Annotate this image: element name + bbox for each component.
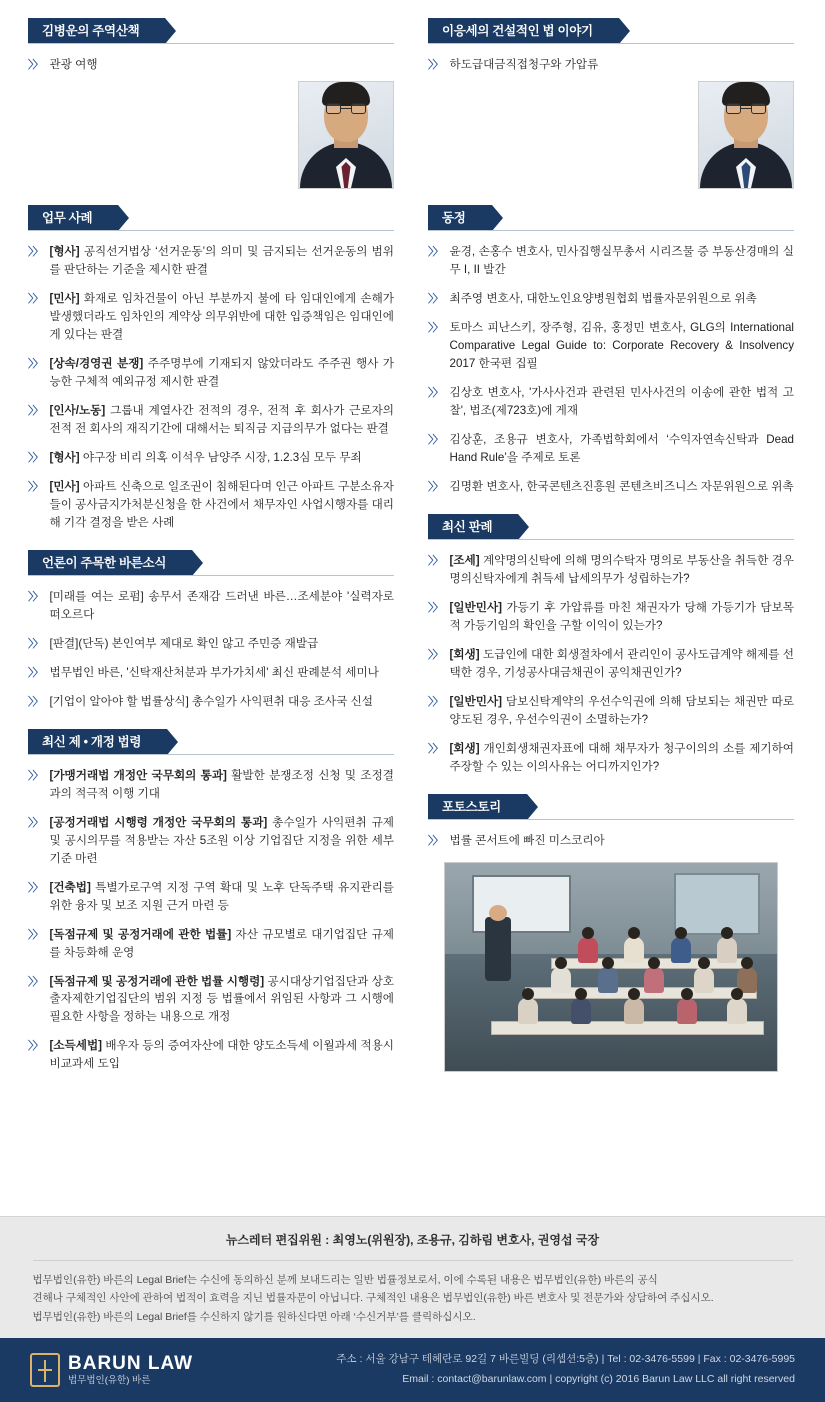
item-tag: [독점규제 및 공정거래에 관한 법률] <box>49 927 232 941</box>
footer-divider <box>33 1260 793 1261</box>
item-text <box>50 449 395 467</box>
chevron-icon: 〉〉 <box>28 769 43 782</box>
list-item <box>28 243 394 279</box>
chevron-icon: 〉〉 <box>28 881 43 894</box>
item-tag: [건축법] <box>49 880 91 894</box>
list-item <box>428 832 794 850</box>
list-laws <box>28 767 394 1074</box>
item-text: 법무법인 바른, '신탁재산처분과 부가가치세' 최신 판례분석 세미나 <box>49 665 379 679</box>
header-rule <box>428 539 794 540</box>
item-text <box>450 646 795 682</box>
item-tag: [회생] <box>449 647 480 661</box>
item-tag: [인사/노동] <box>49 403 106 417</box>
section-activities <box>428 205 794 496</box>
right-column <box>428 18 794 1084</box>
chevron-icon: 〉〉 <box>28 816 43 829</box>
item-text: 관광 여행 <box>49 58 98 71</box>
legal-line-3: 법무법인(유한) 바른의 Legal Brief를 수신하지 않기를 원하신다면 아래 ‘수신거부’를 클릭하십시오. <box>32 1310 476 1323</box>
list-item <box>428 552 794 588</box>
chevron-icon: 〉〉 <box>28 666 43 679</box>
item-body: 화재로 임차건물이 아닌 부분까지 불에 타 임대인에게 손해가 발생했더라도 임차인의 계약상 의무위반에 대한 입증책임은 임대인에게 있다는 판결 <box>49 291 394 341</box>
section-header <box>28 18 394 44</box>
section-work-cases <box>28 205 394 532</box>
photo-story-lecture-hall <box>444 862 778 1072</box>
section-header <box>28 205 394 231</box>
chevron-icon: 〉〉 <box>428 322 443 335</box>
list-item <box>28 449 394 467</box>
section-title: 포토스토리 <box>428 794 527 820</box>
list-item <box>28 1037 394 1073</box>
list-item <box>428 243 794 279</box>
left-column <box>28 18 394 1084</box>
item-text: [기업이 알아야 할 법률상식] 총수일가 사익편취 대응 조사국 신설 <box>49 694 373 708</box>
item-text: 법률 콘서트에 빠진 미스코리아 <box>449 833 605 847</box>
list-press <box>28 588 394 711</box>
logo-title: BARUN LAW <box>68 1352 194 1374</box>
list-item <box>428 693 794 729</box>
item-text <box>50 290 395 344</box>
item-tag: [형사] <box>49 245 80 259</box>
section-header <box>428 18 794 44</box>
header-rule <box>428 819 794 820</box>
barun-emblem-icon <box>30 1353 60 1387</box>
chevron-icon: 〉〉 <box>428 433 443 446</box>
list-item <box>428 319 794 373</box>
footer <box>0 1216 825 1402</box>
list-item <box>28 635 394 653</box>
chevron-icon: 〉〉 <box>28 590 43 603</box>
item-text <box>50 402 395 438</box>
item-body: 담보신탁계약의 우선수익권에 의해 담보되는 채권만 따로 양도된 경우, 우선수익권이 소멸하는가? <box>449 694 794 726</box>
list-item <box>428 646 794 682</box>
list-item <box>28 664 394 682</box>
item-tag: [공정거래법 시행령 개정안 국무회의 통과] <box>49 815 268 829</box>
item-tag: [독점규제 및 공정거래에 관한 법률 시행령] <box>49 974 265 988</box>
section-juyeok-walk <box>28 18 394 189</box>
footer-legal <box>33 1271 793 1326</box>
header-rule <box>428 230 794 231</box>
list-item <box>428 290 794 308</box>
item-body: 아파트 신축으로 일조권이 침해된다며 인근 아파트 구분소유자들이 공사금지가처분신청을 한 사건에서 채무자인 사업시행자를 대리해 기각 결정을 받은 사례 <box>49 479 394 529</box>
item-body: 가등기 후 가압류를 마친 채권자가 당해 가등기가 담보목적 가등기임의 확인을 구할 이익이 있는가? <box>449 600 794 632</box>
chevron-icon: 〉〉 <box>428 386 443 399</box>
item-text <box>50 926 395 962</box>
list-item <box>428 478 794 496</box>
item-text: 하도급대금직접청구와 가압류 <box>449 58 599 71</box>
barun-law-logo[interactable] <box>30 1353 193 1387</box>
footer-bottom-bar <box>0 1338 825 1402</box>
section-title: 김병운의 주역산책 <box>28 18 165 44</box>
item-body: 활발한 분쟁조정 신청 및 조정결과의 적극적 이행 기대 <box>49 768 394 800</box>
item-text: 김상훈, 조용규 변호사, 가족법학회에서 ‘수익자연속신탁과 Dead Hand Rule’을 주제로 토론 <box>449 432 794 464</box>
list-item <box>28 355 394 391</box>
item-text: 최주영 변호사, 대한노인요양병원협회 법률자문위원으로 위촉 <box>449 291 757 305</box>
chevron-icon: 〉〉 <box>28 357 43 370</box>
chevron-icon: 〉〉 <box>428 834 443 847</box>
item-tag: [형사] <box>49 450 80 464</box>
portrait-lee-eungse <box>698 81 794 189</box>
header-rule <box>28 230 394 231</box>
list-item <box>28 814 394 868</box>
item-body: 특별가로구역 지정 구역 확대 및 노후 단독주택 유지관리를 위한 융자 및 보조 지원 근거 마련 등 <box>49 880 394 912</box>
footer-contact <box>336 1350 795 1390</box>
chevron-icon: 〉〉 <box>428 742 443 755</box>
section-title: 이응세의 건설적인 법 이야기 <box>428 18 619 44</box>
chevron-icon: 〉〉 <box>28 404 43 417</box>
list-item <box>28 767 394 803</box>
item-text <box>450 552 795 588</box>
list-item <box>28 973 394 1027</box>
item-text <box>450 740 795 776</box>
section-header <box>428 794 794 820</box>
section-recent-precedents <box>428 514 794 776</box>
item-body: 총수일가 사익편취 규제 및 공시의무를 적용받는 자산 5조원 이상 기업집단 지정을 위한 세부 기준 마련 <box>49 815 394 865</box>
item-body: 배우자 등의 증여자산에 대한 양도소득세 이월과세 적용시 비교과세 도입 <box>49 1039 394 1071</box>
item-text: [미래를 여는 로펌] 송무서 존재감 드러낸 바른…조세분야 '실력자로 떠오르다 <box>49 589 394 621</box>
chevron-icon: 〉〉 <box>428 695 443 708</box>
item-text <box>450 599 795 635</box>
item-text: 토마스 피난스키, 장주형, 김유, 홍정민 변호사, GLG의 International Comparative Legal Guide to: Corporate Recovery & Insolvency 2017 한국편 집필 <box>449 321 794 370</box>
chevron-icon: 〉〉 <box>28 695 43 708</box>
item-body: 공시대상기업집단과 상호출자제한기업집단의 범위 지정 등 법률에서 위임된 사항과 그 시행에 필요한 사항을 정하는 내용으로 개정 <box>49 974 394 1024</box>
chevron-icon: 〉〉 <box>28 246 43 259</box>
footer-address: 주소 : 서울 강남구 테헤란로 92길 7 바른빌딩 (리셉션:5층) | Tel : 02-3476-5599 | Fax : 02-3476-5995 <box>336 1353 795 1366</box>
chevron-icon: 〉〉 <box>28 928 43 941</box>
list-item <box>428 56 794 74</box>
portrait-kim-byungwoon <box>298 81 394 189</box>
chevron-icon: 〉〉 <box>28 59 43 71</box>
item-body: 그룹내 계열사간 전적의 경우, 전적 후 회사가 근로자의 전적 전 회사의 재직기간에 대해서는 퇴직금 지급의무가 없다는 판결 <box>49 403 394 435</box>
header-rule <box>28 43 394 44</box>
section-press <box>28 550 394 711</box>
item-body: 계약명의신탁에 의해 명의수탁자 명의로 부동산을 취득한 경우 명의신탁자에게 취득세 납세의무가 성립하는가? <box>449 553 794 585</box>
chevron-icon: 〉〉 <box>428 59 443 71</box>
list-item <box>28 926 394 962</box>
legal-line-2: 견해나 구체적인 사안에 관하여 법적이 효력을 지닌 법률자문이 아닙니다. 구체적인 내용은 법무법인(유한) 바른 변호사 및 전문가와 상담하여 주십시오. <box>32 1292 714 1305</box>
list-item <box>428 384 794 420</box>
legal-line-1: 법무법인(유한) 바른의 Legal Brief는 수신에 동의하신 분께 보내드리는 일반 법률정보로서, 이에 수록된 내용은 법무법인(유한) 바른의 공식 <box>32 1274 658 1286</box>
item-text <box>50 1037 395 1073</box>
list-item <box>428 431 794 467</box>
list-construction-law <box>428 56 794 74</box>
item-body: 야구장 비리 의혹 이석우 남양주 시장, 1.2.3심 모두 무죄 <box>82 450 362 464</box>
item-body: 개인회생채권자표에 대해 채무자가 청구이의의 소를 제기하여 주장할 수 있는 이의사유는 어디까지인가? <box>449 741 794 773</box>
section-title: 최신 판례 <box>428 514 518 540</box>
item-tag: [가맹거래법 개정안 국무회의 통과] <box>49 768 227 782</box>
chevron-icon: 〉〉 <box>428 648 443 661</box>
item-text <box>50 478 395 532</box>
list-work-cases <box>28 243 394 532</box>
section-header <box>28 550 394 576</box>
section-title: 최신 제 • 개정 법령 <box>28 729 167 755</box>
section-title: 업무 사례 <box>28 205 118 231</box>
item-text <box>50 879 395 915</box>
list-item <box>28 478 394 532</box>
header-rule <box>428 43 794 44</box>
item-text <box>450 693 795 729</box>
item-text: 윤경, 손홍수 변호사, 민사집행실무총서 시리즈물 증 부동산경매의 실무 I, II 발간 <box>449 245 794 277</box>
chevron-icon: 〉〉 <box>428 554 443 567</box>
chevron-icon: 〉〉 <box>428 601 443 614</box>
list-item <box>28 402 394 438</box>
chevron-icon: 〉〉 <box>28 637 43 650</box>
list-item <box>428 740 794 776</box>
item-text <box>50 973 395 1027</box>
footer-editors: 뉴스레터 편집위원 : 최영노(위원장), 조용규, 김하림 변호사, 권영섭 국장 <box>225 1233 600 1247</box>
list-item <box>28 56 394 74</box>
portrait-row <box>28 81 394 189</box>
list-precedents <box>428 552 794 776</box>
item-body: 주주명부에 기재되지 않았더라도 주주권 행사 가능한 구체적 예외규정 제시한 판결 <box>49 356 394 388</box>
section-laws <box>28 729 394 1074</box>
list-juyeok <box>28 56 394 74</box>
item-text: 김명환 변호사, 한국콘텐츠진흥원 콘텐츠비즈니스 자문위원으로 위촉 <box>449 479 794 493</box>
list-activities <box>428 243 794 496</box>
item-body: 공직선거법상 ‘선거운동’의 의미 및 금지되는 선거운동의 범위를 판단하는 기준을 제시한 판결 <box>49 245 394 277</box>
item-tag: [상속/경영권 분쟁] <box>49 356 144 370</box>
list-photo-story <box>428 832 794 850</box>
item-tag: [민사] <box>49 479 80 493</box>
section-header <box>28 729 394 755</box>
item-tag: [소득세법] <box>49 1039 103 1053</box>
item-body: 도급인에 대한 회생절차에서 관리인이 공사도급계약 해제를 선택한 경우, 기성공사대금채권이 공익채권인가? <box>449 647 794 679</box>
chevron-icon: 〉〉 <box>28 451 43 464</box>
list-item <box>28 588 394 624</box>
item-tag: [일반민사] <box>449 600 503 614</box>
item-tag: [민사] <box>49 291 80 305</box>
logo-subtitle: 법무법인(유한) 바른 <box>68 1375 151 1387</box>
item-text <box>50 814 395 868</box>
chevron-icon: 〉〉 <box>28 480 43 493</box>
list-item <box>428 599 794 635</box>
chevron-icon: 〉〉 <box>428 292 443 305</box>
item-tag: [조세] <box>449 553 480 567</box>
section-header <box>428 514 794 540</box>
list-item <box>28 290 394 344</box>
item-tag: [일반민사] <box>449 694 503 708</box>
portrait-row <box>428 81 794 189</box>
chevron-icon: 〉〉 <box>28 292 43 305</box>
item-text <box>50 767 395 803</box>
item-body: 자산 규모별로 대기업집단 규제를 차등화해 운영 <box>49 927 394 959</box>
list-item <box>28 879 394 915</box>
chevron-icon: 〉〉 <box>428 480 443 493</box>
chevron-icon: 〉〉 <box>28 975 43 988</box>
section-header <box>428 205 794 231</box>
header-rule <box>28 575 394 576</box>
chevron-icon: 〉〉 <box>28 1040 43 1053</box>
section-construction-law-story <box>428 18 794 189</box>
item-text <box>50 355 395 391</box>
section-title: 동정 <box>428 205 492 231</box>
list-item <box>28 693 394 711</box>
chevron-icon: 〉〉 <box>428 246 443 259</box>
item-text <box>50 243 395 279</box>
item-text: [판결](단독) 본인여부 제대로 확인 않고 주민증 재발급 <box>49 636 319 650</box>
footer-email[interactable]: Email : contact@barunlaw.com | copyright (c) 2016 Barun Law LLC all right reserved <box>402 1373 795 1385</box>
item-text: 김상호 변호사, '가사사건과 관련된 민사사건의 이송에 관한 법적 고찰', 법조(제723호)에 게재 <box>449 385 794 417</box>
header-rule <box>28 754 394 755</box>
item-tag: [회생] <box>449 741 480 755</box>
section-photo-story <box>428 794 794 1072</box>
section-title: 언론이 주목한 바른소식 <box>28 550 192 576</box>
